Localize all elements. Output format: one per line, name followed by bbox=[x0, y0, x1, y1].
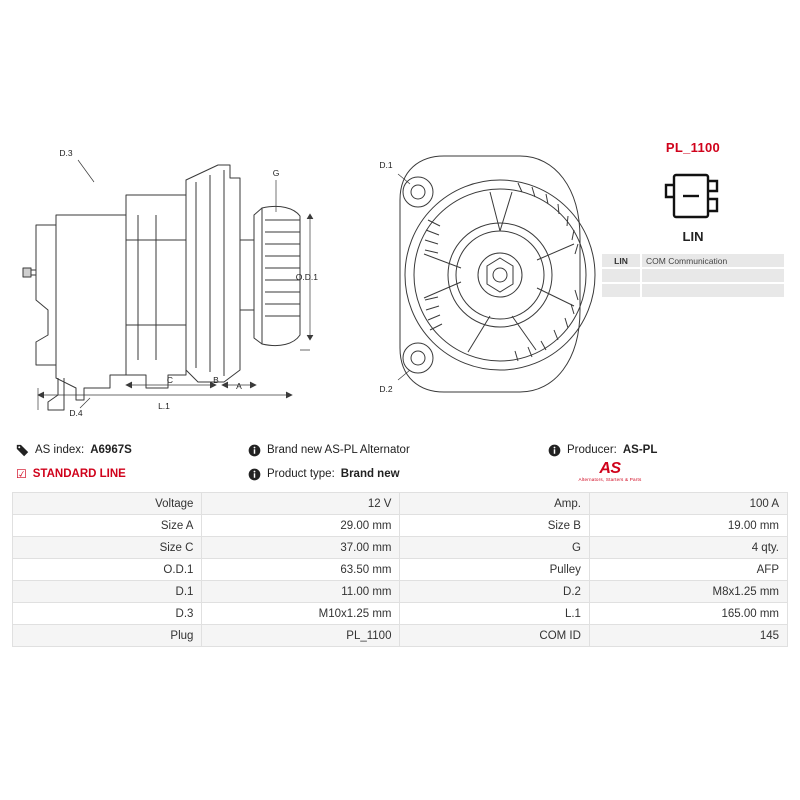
svg-text:C: C bbox=[166, 375, 174, 385]
spec-value: AFP bbox=[589, 559, 787, 581]
plug-diagram bbox=[600, 165, 786, 227]
product-type-value: Brand new bbox=[340, 468, 400, 480]
svg-text:A: A bbox=[236, 381, 242, 391]
product-description: Brand new AS-PL Alternator bbox=[267, 444, 410, 456]
plug-pin-name bbox=[601, 283, 641, 298]
checkbox-icon: ☑ bbox=[16, 467, 27, 481]
product-type-group bbox=[248, 468, 548, 481]
plug-pin-desc bbox=[641, 268, 785, 283]
table-row bbox=[13, 493, 788, 515]
as-index-label: AS index: bbox=[35, 444, 85, 456]
producer-value: AS-PL bbox=[622, 444, 658, 456]
plug-pin-desc: COM Communication bbox=[641, 253, 785, 268]
producer-group bbox=[548, 444, 784, 457]
spec-value: 4 qty. bbox=[589, 537, 787, 559]
product-description-group bbox=[248, 444, 548, 457]
alternator-side-view-drawing bbox=[18, 120, 318, 420]
spec-value: M8x1.25 mm bbox=[589, 581, 787, 603]
svg-text:D.4: D.4 bbox=[69, 408, 83, 418]
standard-line-label: STANDARD LINE bbox=[32, 468, 126, 480]
info-icon bbox=[248, 468, 261, 481]
spec-key: COM ID bbox=[400, 625, 589, 647]
spec-key: D.1 bbox=[13, 581, 202, 603]
plug-label: LIN bbox=[682, 229, 704, 244]
spec-value: 29.00 mm bbox=[202, 515, 400, 537]
table-row bbox=[13, 581, 788, 603]
plug-code: PL_1100 bbox=[665, 140, 721, 155]
spec-value: 63.50 mm bbox=[202, 559, 400, 581]
spec-key: Voltage bbox=[13, 493, 202, 515]
svg-text:D.2: D.2 bbox=[379, 384, 393, 394]
info-icon bbox=[548, 444, 561, 457]
svg-text:O.D.1: O.D.1 bbox=[295, 272, 318, 282]
table-row bbox=[13, 603, 788, 625]
spec-value: 37.00 mm bbox=[202, 537, 400, 559]
spec-key: L.1 bbox=[400, 603, 589, 625]
svg-text:D.1: D.1 bbox=[379, 160, 393, 170]
spec-key: Size A bbox=[13, 515, 202, 537]
plug-pin-row bbox=[601, 253, 785, 268]
table-row bbox=[13, 559, 788, 581]
product-type-label: Product type: bbox=[267, 468, 335, 480]
brand-tagline: Alternators, Starters & Parts bbox=[578, 477, 642, 482]
table-row bbox=[13, 625, 788, 647]
producer-label: Producer: bbox=[567, 444, 617, 456]
spec-value: 12 V bbox=[202, 493, 400, 515]
table-row bbox=[13, 515, 788, 537]
plug-pin-table bbox=[600, 252, 786, 299]
product-info-row-1 bbox=[0, 438, 800, 462]
svg-text:G: G bbox=[272, 168, 280, 178]
spec-value: 100 A bbox=[589, 493, 787, 515]
spec-key: Plug bbox=[13, 625, 202, 647]
plug-pin-row bbox=[601, 268, 785, 283]
svg-text:D.3: D.3 bbox=[59, 148, 73, 158]
plug-pin-name bbox=[601, 268, 641, 283]
spec-value: 19.00 mm bbox=[589, 515, 787, 537]
tag-icon bbox=[16, 444, 29, 457]
as-index-group bbox=[16, 444, 248, 457]
plug-pin-name: LIN bbox=[601, 253, 641, 268]
alternator-front-view-drawing bbox=[340, 130, 640, 420]
spec-value: 165.00 mm bbox=[589, 603, 787, 625]
plug-pin-row bbox=[601, 283, 785, 298]
spec-value: 145 bbox=[589, 625, 787, 647]
product-info-row-2 bbox=[0, 462, 800, 486]
spec-key: G bbox=[400, 537, 589, 559]
spec-value: 11.00 mm bbox=[202, 581, 400, 603]
spec-key: Size B bbox=[400, 515, 589, 537]
spec-value: M10x1.25 mm bbox=[202, 603, 400, 625]
spec-key: D.2 bbox=[400, 581, 589, 603]
brand-logo bbox=[550, 462, 670, 482]
info-icon bbox=[248, 444, 261, 457]
svg-text:B: B bbox=[213, 375, 219, 385]
standard-line-group bbox=[16, 468, 248, 480]
brand-name: AS bbox=[599, 460, 621, 477]
svg-text:L.1: L.1 bbox=[158, 401, 170, 411]
specifications-table-wrap bbox=[12, 492, 788, 647]
spec-key: O.D.1 bbox=[13, 559, 202, 581]
as-index-value: A6967S bbox=[90, 444, 132, 456]
spec-key: Size C bbox=[13, 537, 202, 559]
spec-key: Amp. bbox=[400, 493, 589, 515]
specifications-table bbox=[12, 492, 788, 647]
table-row bbox=[13, 537, 788, 559]
plug-panel bbox=[600, 140, 786, 299]
spec-value: PL_1100 bbox=[202, 625, 400, 647]
product-info-block bbox=[0, 438, 800, 486]
spec-key: D.3 bbox=[13, 603, 202, 625]
plug-pin-desc bbox=[641, 283, 785, 298]
spec-key: Pulley bbox=[400, 559, 589, 581]
